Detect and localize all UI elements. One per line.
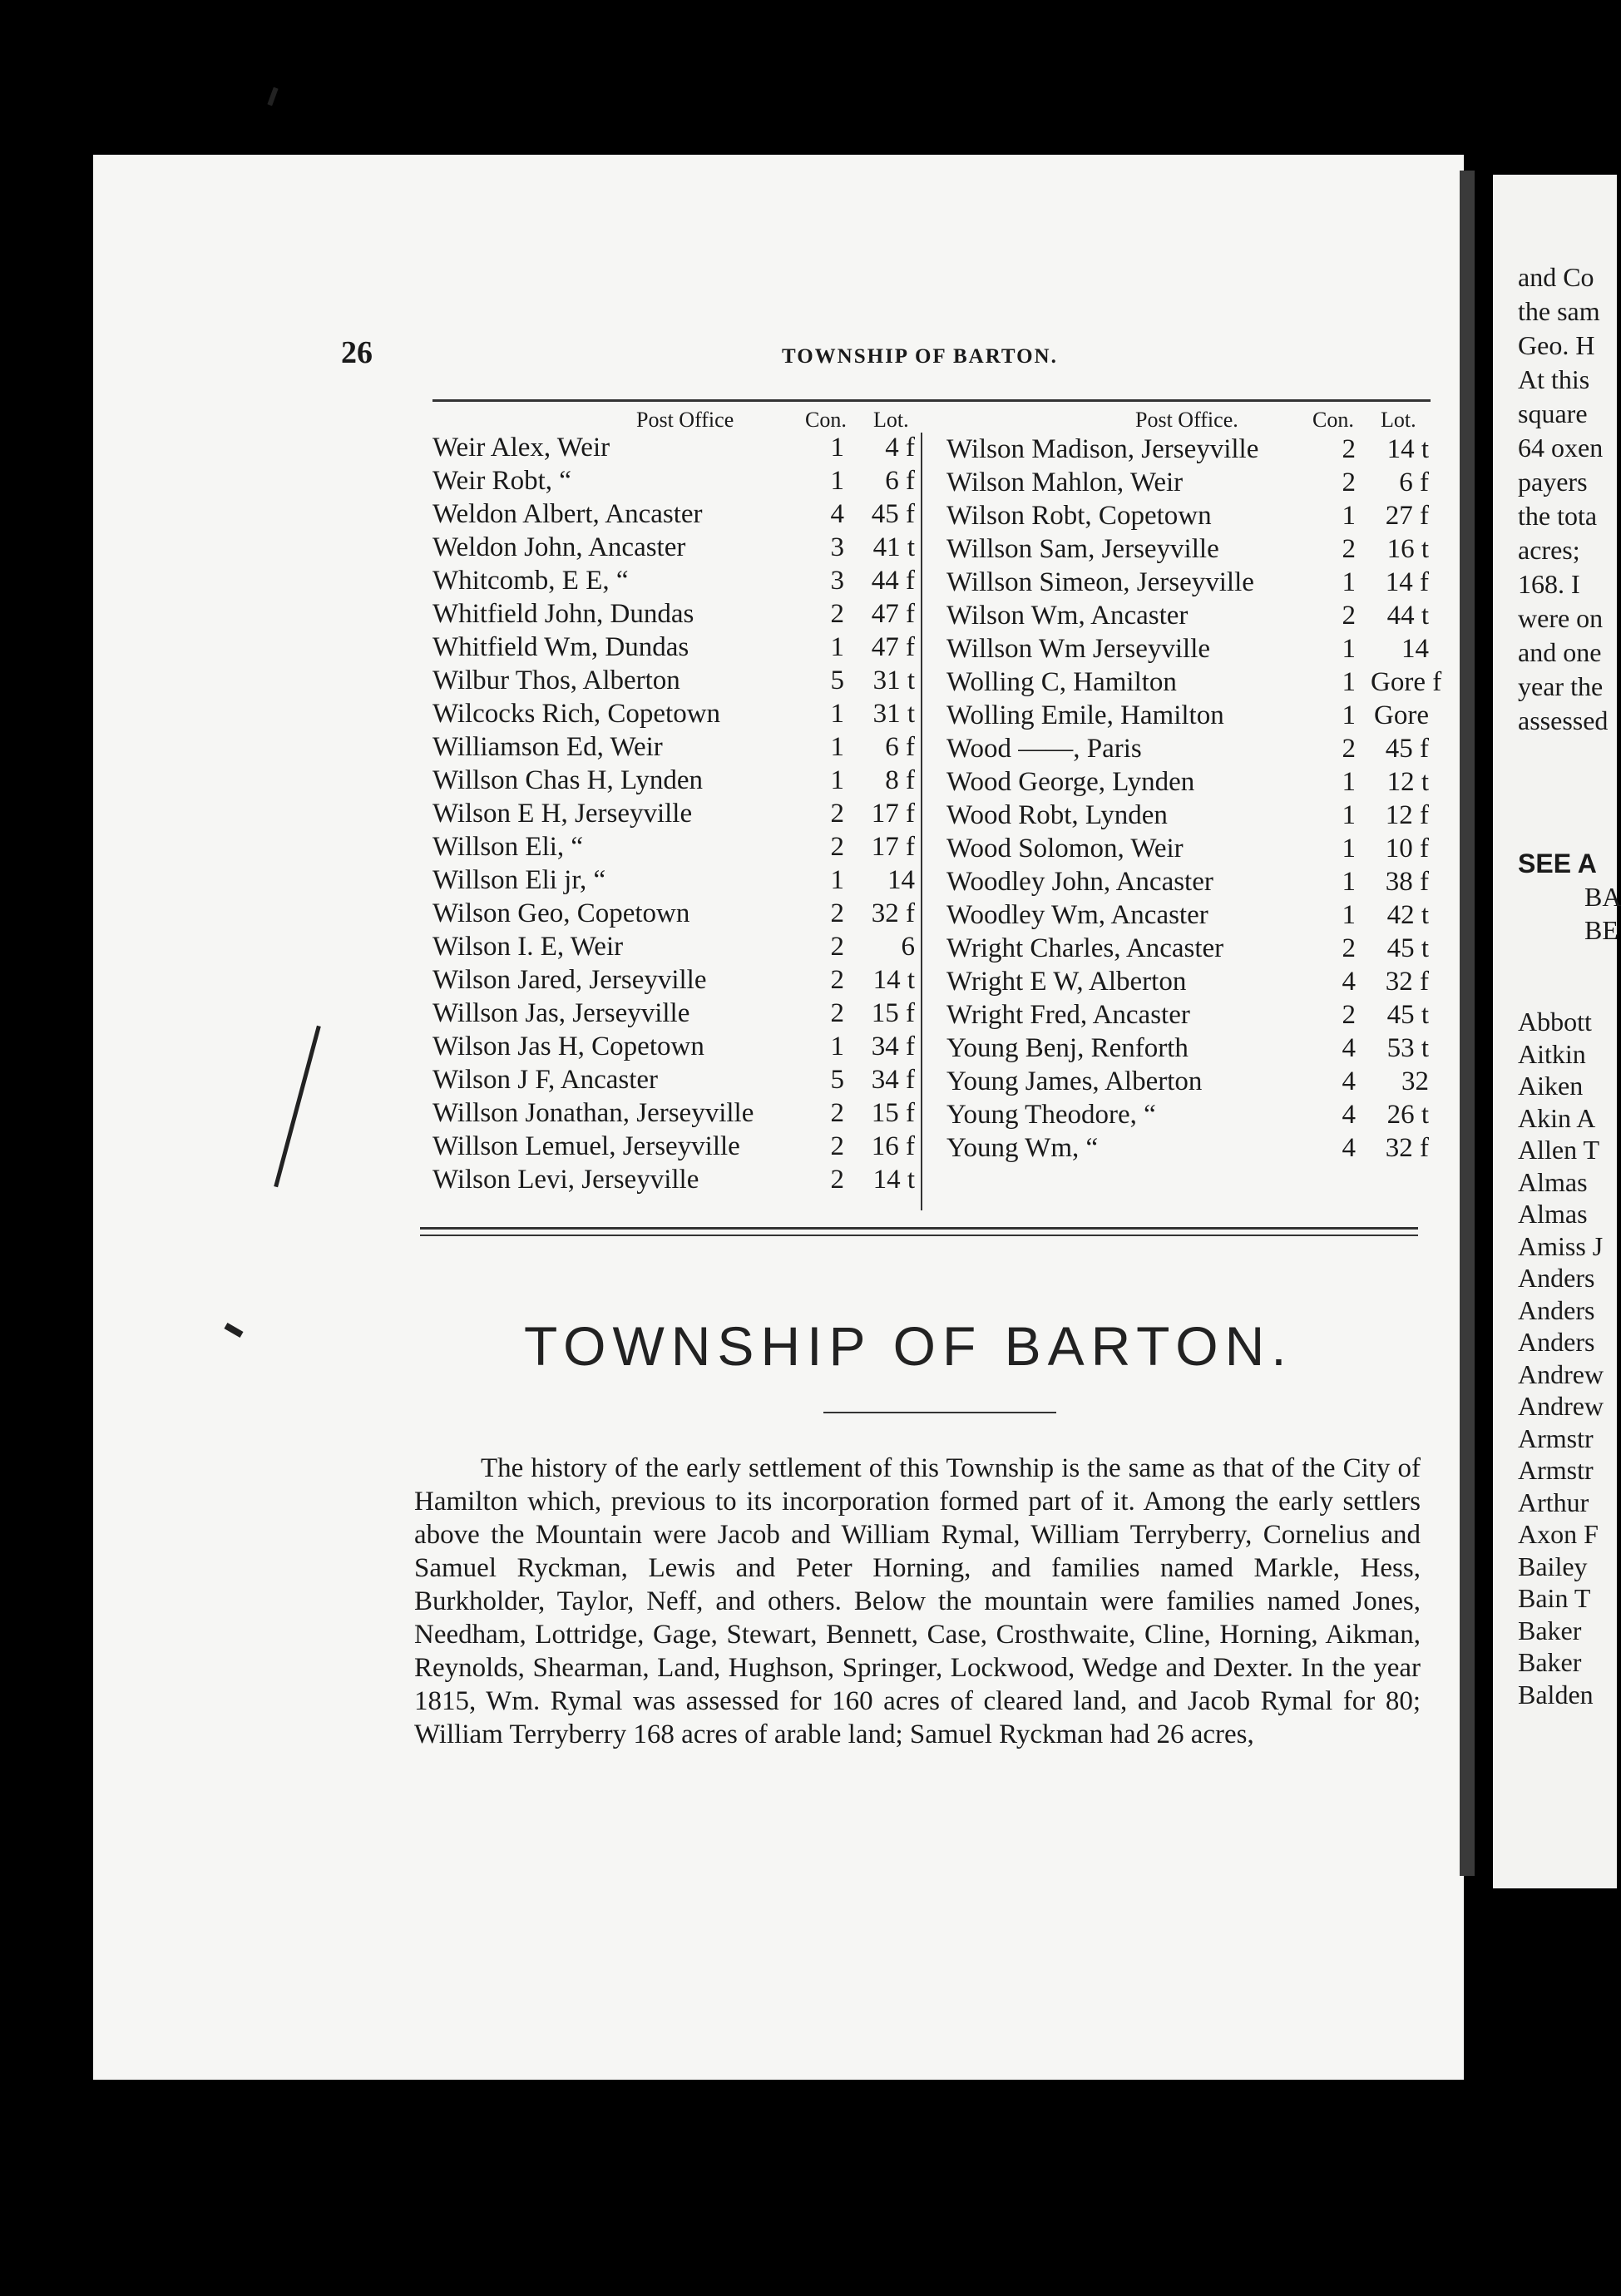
entry-lot: 14 t [1386, 434, 1429, 464]
entry-lot: 17 f [871, 832, 915, 862]
left-post-office-header: Post Office [636, 408, 734, 432]
adjacent-page-line: square [1518, 398, 1588, 428]
entry-lot: 47 f [871, 632, 915, 662]
adjacent-page-line: Akin A [1518, 1102, 1596, 1133]
entry-con: 1 [830, 1032, 844, 1061]
adjacent-page-line: assessed [1518, 705, 1609, 735]
right-con-header: Con. [1312, 408, 1354, 432]
entry-con: 1 [830, 433, 844, 463]
entry-lot: 45 f [871, 499, 915, 529]
entry-lot: 14 t [872, 965, 915, 995]
entry-lot: 53 t [1386, 1033, 1429, 1063]
entry-name: Wright E W, Alberton [946, 967, 1187, 997]
entry-con: 2 [830, 1098, 844, 1128]
entry-name: Woodley John, Ancaster [946, 867, 1213, 897]
adjacent-page-line: and one [1518, 637, 1602, 667]
entry-name: Wilson Geo, Copetown [432, 898, 690, 928]
adjacent-page-line: Bailey [1518, 1551, 1588, 1581]
adjacent-page-line: the sam [1518, 296, 1600, 326]
adjacent-page-line: and Co [1518, 262, 1594, 292]
adjacent-page-line: Axon F [1518, 1519, 1599, 1549]
adjacent-page-line: Bain T [1518, 1583, 1591, 1613]
entry-lot: 31 t [872, 699, 915, 729]
entry-con: 1 [1342, 800, 1356, 830]
entry-lot: 32 f [1385, 1133, 1429, 1163]
entry-con: 4 [1342, 1133, 1356, 1163]
entry-con: 4 [1342, 967, 1356, 997]
entry-lot: 14 f [1385, 567, 1429, 597]
entry-name: Willson Wm Jerseyville [946, 634, 1211, 664]
entry-name: Willson Jonathan, Jerseyville [432, 1098, 754, 1128]
entry-lot: 14 [887, 865, 915, 895]
entry-con: 1 [1342, 867, 1356, 897]
entry-name: Willson Sam, Jerseyville [946, 534, 1219, 564]
entry-lot: 12 f [1385, 800, 1429, 830]
entry-name: Wilson J F, Ancaster [432, 1065, 659, 1095]
adjacent-page-line: Arthur [1518, 1487, 1589, 1517]
entry-con: 1 [830, 466, 844, 496]
entry-name: Young Benj, Renforth [946, 1033, 1189, 1063]
entry-lot: 45 t [1386, 933, 1429, 963]
entry-con: 1 [1342, 900, 1356, 930]
adjacent-page-line: acres; [1518, 535, 1580, 565]
adjacent-page-line: the tota [1518, 501, 1598, 531]
entry-con: 1 [1342, 567, 1356, 597]
entry-name: Willson Jas, Jerseyville [432, 998, 690, 1028]
entry-lot: 16 f [871, 1131, 915, 1161]
entry-lot: 44 t [1386, 601, 1429, 631]
entry-con: 1 [1342, 501, 1356, 531]
header-rule [432, 399, 1431, 402]
entry-name: Weldon Albert, Ancaster [432, 499, 703, 529]
entry-lot: 6 f [885, 732, 915, 762]
entry-lot: 6 f [885, 466, 915, 496]
entry-lot: 38 f [1385, 867, 1429, 897]
entry-con: 2 [830, 998, 844, 1028]
adjacent-page-line: Baker [1518, 1615, 1582, 1645]
entry-name: Whitcomb, E E, “ [432, 566, 629, 596]
entry-name: Wilson Levi, Jerseyville [432, 1165, 699, 1195]
column-divider [921, 433, 922, 1210]
entry-name: Whitfield John, Dundas [432, 599, 694, 629]
adjacent-page-line: Almas [1518, 1166, 1588, 1197]
adjacent-page [1493, 175, 1621, 1888]
entry-name: Young James, Alberton [946, 1066, 1203, 1096]
adjacent-page-line: 64 oxen [1518, 433, 1604, 463]
entry-con: 2 [830, 932, 844, 962]
entry-lot: 41 t [872, 532, 915, 562]
entry-lot: 44 f [871, 566, 915, 596]
entry-lot: 15 f [871, 998, 915, 1028]
entry-name: Weir Alex, Weir [432, 433, 610, 463]
adjacent-page-line: 168. I [1518, 569, 1580, 599]
adjacent-page-line: Almas [1518, 1199, 1588, 1229]
adjacent-page-line: Geo. H [1518, 330, 1595, 360]
entry-con: 2 [1342, 434, 1356, 464]
adjacent-page-line: Allen T [1518, 1135, 1600, 1165]
entry-con: 1 [830, 699, 844, 729]
entry-lot: 16 t [1386, 534, 1429, 564]
adjacent-page-line: Anders [1518, 1327, 1595, 1357]
entry-con: 4 [1342, 1033, 1356, 1063]
history-paragraph: The history of the early settlement of this Township is the same as that of the City of Hamilton which, previous to its incorporation formed part of it. Among the early settlers above the Mountain were Jacob and William Rymal, William Terryberry, Cornelius and Samuel Ryckman, Lewis and Peter Horning, and families named Markle, Hess, Burkholder, Taylor, Neff, and others. Below the mountain were families named Jones, Needham, Lottridge, Gage, Stewart, Bennett, Case, Crosthwaite, Cline, Horning, Aikman, Reynolds, Shearman, Land, Hughson, Springer, Lockwood, Wedge and Dexter. In the year 1815, Wm. Rymal was assessed for 160 acres of cleared land, and Jacob Rymal for 80; William Terryberry 168 acres of arable land; Samuel Ryckman had 26 acres, [414, 1453, 1421, 1749]
entry-lot: 4 f [885, 433, 915, 463]
entry-lot: 32 f [871, 898, 915, 928]
entry-name: Wood ——, Paris [946, 734, 1142, 764]
adjacent-page-line: Armstr [1518, 1455, 1594, 1485]
entry-name: Wilson E H, Jerseyville [432, 799, 693, 829]
entry-name: Wilson Jas H, Copetown [432, 1032, 704, 1061]
entry-name: Young Wm, “ [946, 1133, 1099, 1163]
right-post-office-header: Post Office. [1135, 408, 1238, 432]
entry-con: 3 [830, 566, 844, 596]
page-number: 26 [341, 335, 373, 370]
adjacent-page-line: Balden [1518, 1679, 1594, 1710]
entry-name: Wolling Emile, Hamilton [946, 700, 1224, 730]
entry-name: Willson Simeon, Jerseyville [946, 567, 1254, 597]
entry-name: Wood Solomon, Weir [946, 834, 1184, 863]
left-con-header: Con. [805, 408, 847, 432]
entry-lot: 6 [901, 932, 915, 962]
entry-lot: Gore [1374, 700, 1429, 730]
entry-lot: 14 [1401, 634, 1429, 664]
adjacent-page-line: BA [1584, 882, 1621, 912]
left-lot-header: Lot. [873, 408, 909, 432]
entry-lot: 6 f [1399, 468, 1429, 497]
entry-lot: 8 f [885, 765, 915, 795]
entry-lot: 17 f [871, 799, 915, 829]
entry-lot: 27 f [1385, 501, 1429, 531]
entry-con: 3 [830, 532, 844, 562]
entry-con: 2 [830, 1131, 844, 1161]
entry-name: Whitfield Wm, Dundas [432, 632, 689, 662]
entry-name: Wilson Mahlon, Weir [946, 468, 1184, 497]
adjacent-page-line: Amiss J [1518, 1230, 1604, 1261]
entry-name: Wilson Madison, Jerseyville [946, 434, 1259, 464]
entry-lot: 34 f [871, 1032, 915, 1061]
entry-con: 2 [1342, 1000, 1356, 1030]
entry-con: 2 [830, 1165, 844, 1195]
adjacent-page-line: Andrew [1518, 1391, 1604, 1421]
entry-con: 2 [1342, 734, 1356, 764]
entry-con: 2 [1342, 468, 1356, 497]
entry-con: 5 [830, 1065, 844, 1095]
running-head: TOWNSHIP OF BARTON. [782, 345, 1058, 368]
double-rule-top [420, 1227, 1418, 1230]
entry-con: 1 [1342, 700, 1356, 730]
entry-con: 5 [830, 666, 844, 695]
entry-lot: 10 f [1385, 834, 1429, 863]
adjacent-page-line: Armstr [1518, 1423, 1594, 1453]
entry-con: 1 [830, 865, 844, 895]
entry-lot: 34 f [871, 1065, 915, 1095]
entry-lot: 26 t [1386, 1100, 1429, 1130]
adjacent-page-line: BE [1584, 915, 1619, 945]
entry-con: 1 [1342, 834, 1356, 863]
adjacent-page-line: Abbott [1518, 1007, 1592, 1037]
ink-mark [267, 87, 278, 106]
entry-con: 2 [830, 799, 844, 829]
adjacent-page-line: year the [1518, 671, 1604, 701]
entry-name: Weldon John, Ancaster [432, 532, 686, 562]
entry-name: Woodley Wm, Ancaster [946, 900, 1208, 930]
adjacent-page-line: Aitkin [1518, 1038, 1586, 1069]
right-lot-header: Lot. [1381, 408, 1416, 432]
entry-name: Williamson Ed, Weir [432, 732, 663, 762]
entry-con: 1 [830, 632, 844, 662]
entry-con: 4 [1342, 1066, 1356, 1096]
adjacent-page-line: Baker [1518, 1647, 1582, 1677]
entry-con: 1 [830, 732, 844, 762]
entry-name: Wilson Jared, Jerseyville [432, 965, 707, 995]
entry-con: 1 [1342, 667, 1356, 697]
entry-con: 4 [1342, 1100, 1356, 1130]
entry-con: 2 [1342, 933, 1356, 963]
entry-con: 2 [1342, 534, 1356, 564]
entry-lot: 12 t [1386, 767, 1429, 797]
adjacent-page-line: Aiken [1518, 1071, 1584, 1101]
entry-name: Weir Robt, “ [432, 466, 571, 496]
entry-name: Wilson Wm, Ancaster [946, 601, 1189, 631]
adjacent-page-line: payers [1518, 467, 1588, 497]
entry-name: Wilbur Thos, Alberton [432, 666, 680, 695]
entry-lot: 15 f [871, 1098, 915, 1128]
entry-lot: 42 t [1386, 900, 1429, 930]
entry-lot: Gore f [1371, 667, 1442, 697]
entry-name: Willson Lemuel, Jerseyville [432, 1131, 740, 1161]
page-gutter [1460, 171, 1475, 1876]
entry-lot: 45 f [1385, 734, 1429, 764]
entry-name: Wright Charles, Ancaster [946, 933, 1224, 963]
adjacent-page-line: SEE A [1518, 849, 1597, 878]
title-underline [823, 1412, 1056, 1413]
adjacent-page-line: Anders [1518, 1294, 1595, 1325]
adjacent-page-line: Anders [1518, 1263, 1595, 1293]
entry-con: 2 [830, 832, 844, 862]
entry-con: 2 [830, 898, 844, 928]
entry-con: 2 [1342, 601, 1356, 631]
entry-con: 1 [1342, 767, 1356, 797]
entry-lot: 14 t [872, 1165, 915, 1195]
entry-lot: 45 t [1386, 1000, 1429, 1030]
adjacent-page-line: were on [1518, 603, 1604, 633]
entry-name: Wood Robt, Lynden [946, 800, 1168, 830]
entry-name: Willson Eli, “ [432, 832, 584, 862]
entry-name: Wolling C, Hamilton [946, 667, 1177, 697]
entry-con: 4 [830, 499, 844, 529]
section-title: TOWNSHIP OF BARTON. [524, 1315, 1293, 1377]
double-rule-bottom [420, 1235, 1418, 1236]
entry-name: Willson Chas H, Lynden [432, 765, 703, 795]
entry-lot: 31 t [872, 666, 915, 695]
entry-con: 2 [830, 965, 844, 995]
entry-name: Willson Eli jr, “ [432, 865, 606, 895]
entry-name: Wood George, Lynden [946, 767, 1195, 797]
entry-lot: 47 f [871, 599, 915, 629]
entry-con: 1 [830, 765, 844, 795]
entry-name: Young Theodore, “ [946, 1100, 1156, 1130]
entry-name: Wilson I. E, Weir [432, 932, 624, 962]
entry-name: Wilson Robt, Copetown [946, 501, 1212, 531]
adjacent-page-line: At this [1518, 364, 1590, 394]
entry-con: 1 [1342, 634, 1356, 664]
adjacent-page-line: Andrew [1518, 1358, 1604, 1389]
entry-con: 2 [830, 599, 844, 629]
entry-name: Wilcocks Rich, Copetown [432, 699, 721, 729]
entry-lot: 32 f [1385, 967, 1429, 997]
entry-lot: 32 [1401, 1066, 1429, 1096]
entry-name: Wright Fred, Ancaster [946, 1000, 1190, 1030]
